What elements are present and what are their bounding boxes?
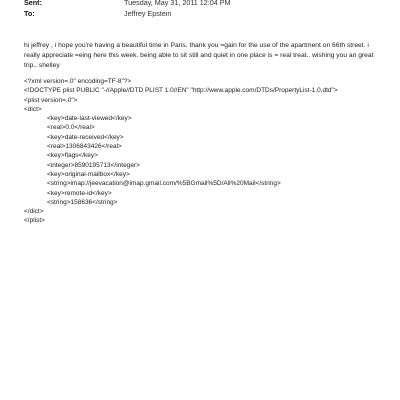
plist-line: <key>original-mailbox</key> — [47, 170, 130, 178]
to-value: Jeffrey Epstein — [124, 9, 172, 18]
plist-line: </plist> — [24, 217, 45, 225]
sent-label: Sent: — [24, 0, 42, 7]
plist-line: <real>0.0</real> — [47, 124, 95, 132]
plist-line: <!DOCTYPE plist PUBLIC "-//Apple//DTD PLIST 1.0//EN" "http://www.apple.com/DTDs/PropertyList-1.0.dtd"> — [24, 87, 338, 95]
plist-line: <key>remote-id</key> — [47, 189, 112, 197]
sent-value: Tuesday, May 31, 2011 12:04 PM — [124, 0, 231, 7]
to-label: To: — [24, 9, 35, 18]
plist-line: <key>date-received</key> — [47, 133, 124, 141]
plist-line: <key>date-last-viewed</key> — [47, 115, 132, 123]
plist-line: <dict> — [24, 105, 42, 113]
plist-line: <real>1306843426</real> — [47, 143, 122, 151]
plist-line: <plist version=.0"> — [24, 96, 78, 104]
plist-line: <integer>8590195713</integer> — [47, 161, 140, 169]
plist-line: <?xml version=.0" encoding=TF-8"?> — [24, 78, 132, 85]
to-row — [24, 8, 384, 19]
plist-line: <string>158636</string> — [47, 198, 118, 206]
plist-block — [24, 77, 384, 226]
sent-row — [24, 0, 384, 8]
message-body: hi jeffrey , i hope you're having a beautiful time in Paris. thank you =gain for the use of the apartment on 66th street. i really appreciate =eing here this week. being able to sit still and quiet in one place is = real treat.. wishing you an great trip.. shelley — [24, 42, 374, 70]
plist-line: <string>imap://jeevacation@imap.gmail.com/%5BGmail%5D/All%20Mail</string> — [47, 180, 281, 188]
email-header — [24, 0, 384, 19]
plist-line: <key>flags</key> — [47, 152, 98, 160]
plist-line: </dict> — [24, 208, 44, 216]
